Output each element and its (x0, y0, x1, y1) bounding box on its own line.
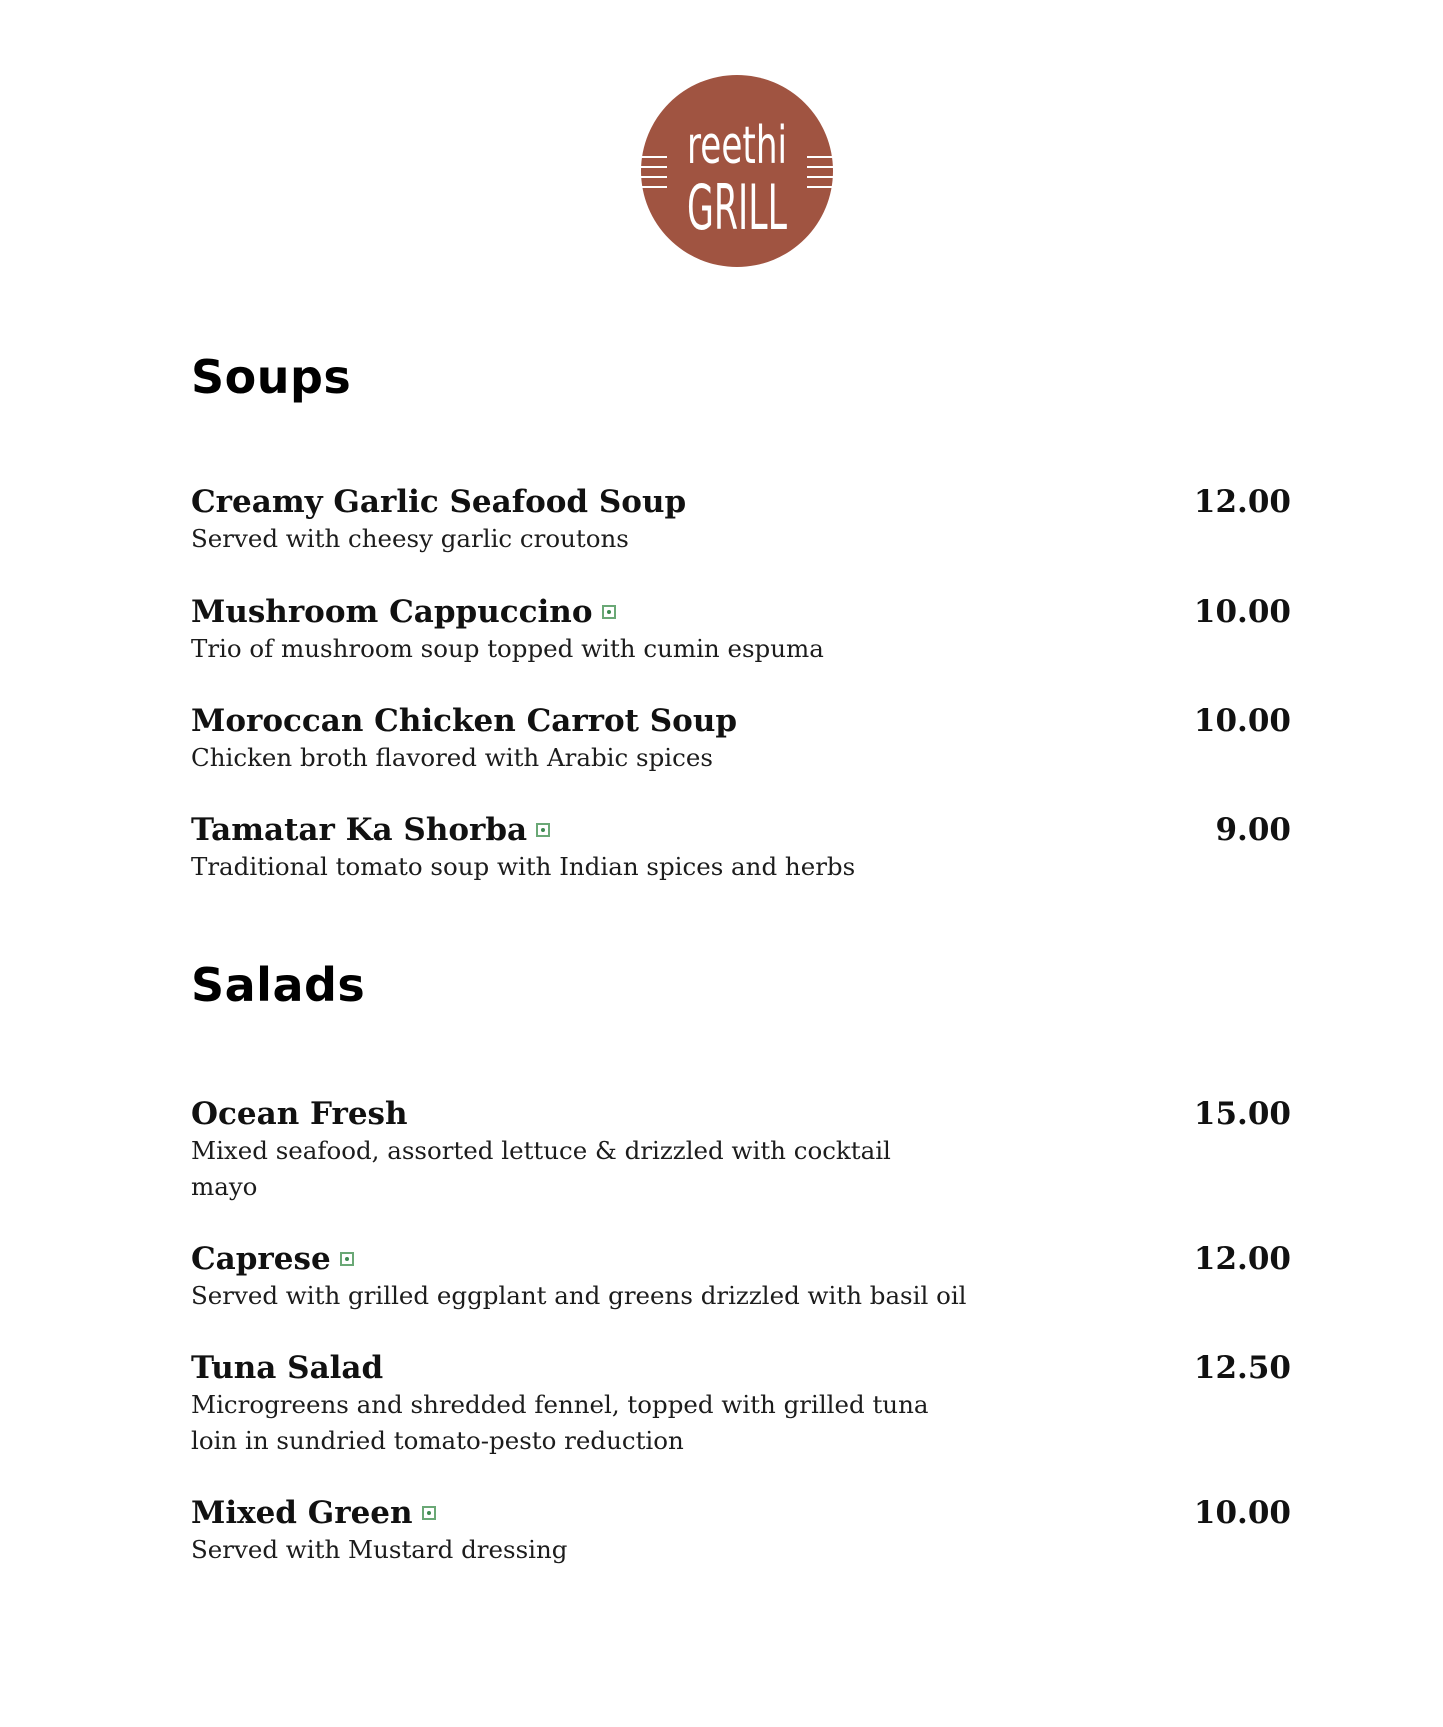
section-title-salads: Salads (191, 958, 366, 1012)
menu-item (191, 483, 1291, 557)
item-name-text: Mushroom Cappuccino (191, 594, 593, 630)
item-description: Served with grilled eggplant and greens drizzled with basil oil (191, 1281, 967, 1310)
item-price: 12.00 (1193, 484, 1291, 520)
item-price: 12.00 (1193, 1241, 1291, 1277)
menu-item (191, 1240, 1291, 1314)
menu-item (191, 1349, 1291, 1459)
item-name (191, 1349, 383, 1387)
item-description: Microgreens and shredded fennel, topped with grilled tuna loin in sundried tomato-pesto reduction (191, 1390, 929, 1455)
vegetarian-icon (536, 823, 550, 837)
menu-item (191, 1095, 1291, 1205)
item-name-text: Mixed Green (191, 1495, 413, 1531)
item-description: Served with Mustard dressing (191, 1535, 568, 1564)
item-description: Trio of mushroom soup topped with cumin espuma (191, 634, 824, 663)
item-description: Chicken broth flavored with Arabic spices (191, 743, 713, 772)
item-price: 9.00 (1215, 812, 1291, 848)
item-price: 12.50 (1193, 1350, 1291, 1386)
menu-item (191, 593, 1291, 667)
item-description: Traditional tomato soup with Indian spices and herbs (191, 852, 856, 881)
item-name-text: Ocean Fresh (191, 1096, 408, 1132)
item-price: 10.00 (1193, 703, 1291, 739)
section-title-soups: Soups (191, 350, 352, 404)
item-price: 10.00 (1193, 1495, 1291, 1531)
item-name (191, 1494, 436, 1532)
vegetarian-icon (602, 605, 616, 619)
item-description: Served with cheesy garlic croutons (191, 524, 629, 553)
item-name-text: Creamy Garlic Seafood Soup (191, 484, 687, 520)
menu-item (191, 702, 1291, 776)
item-name (191, 702, 737, 740)
vegetarian-icon (422, 1506, 436, 1520)
item-name (191, 1240, 354, 1278)
item-name-text: Tuna Salad (191, 1350, 384, 1386)
reethi-grill-logo (641, 75, 833, 267)
item-description: Mixed seafood, assorted lettuce & drizzled with cocktail mayo (191, 1136, 891, 1201)
item-name-text: Caprese (191, 1241, 331, 1277)
item-name (191, 483, 686, 521)
item-name-text: Tamatar Ka Shorba (191, 812, 528, 848)
logo-line1: reethi (687, 116, 787, 176)
vegetarian-icon (340, 1252, 354, 1266)
logo-line2: GRILL (687, 171, 788, 244)
item-price: 15.00 (1193, 1096, 1291, 1132)
menu-item (191, 1494, 1291, 1568)
item-name-text: Moroccan Chicken Carrot Soup (191, 703, 738, 739)
item-name (191, 811, 550, 849)
item-price: 10.00 (1193, 594, 1291, 630)
menu-item (191, 811, 1291, 885)
item-name (191, 593, 616, 631)
item-name (191, 1095, 408, 1133)
